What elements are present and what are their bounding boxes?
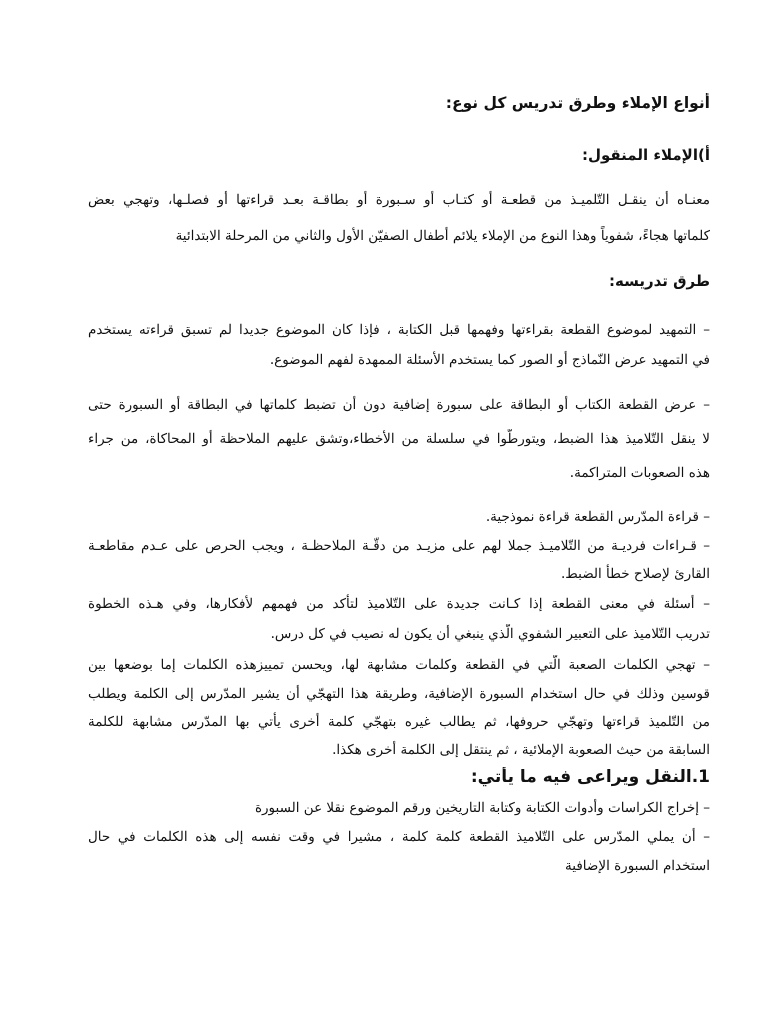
- transfer-step-1-line-1: – إخراج الكراسات وأدوات الكتابة وكتابة التاريخين ورقم الموضوع نقلا عن السبورة: [254, 800, 710, 816]
- transfer-step-2-line-2: استخدام السبورة الإضافية: [565, 858, 710, 874]
- method-2-line-1: – عرض القطعة الكتاب أو البطاقة على سبورة إضافية دون أن تضبط كلماتها في البطاقة أو السبورة حتى: [88, 397, 710, 413]
- definition-line-2: كلماتها هجاءً، شفوياً وهذا النوع من الإملاء يلائم أطفال الصفيّن الأول والثاني من المرحلة الابتدائية: [175, 228, 710, 244]
- transfer-step-2-line-1: – أن يملي المدّرس على التّلاميذ القطعة كلمة كلمة ، مشيرا في وقت نفسه إلى هذه الكلمات في حال: [88, 829, 710, 845]
- method-5-line-2: تدريب التّلاميذ على التعبير الشفوي الّذي ينبغي أن يكون له نصيب في كل درس.: [270, 626, 710, 642]
- method-3-line-1: – قراءة المدّرس القطعة قراءة نموذجية.: [485, 509, 710, 525]
- method-2-line-3: هذه الصعوبات المتراكمة.: [569, 465, 710, 481]
- method-6-line-1: – تهجي الكلمات الصعبة الّتي في القطعة وكلمات مشابهة لها، ويحسن تمييزهذه الكلمات إما بوضعها بين: [88, 657, 710, 673]
- method-6-line-2: قوسين وذلك في حال استخدام السبورة الإضافية، وطريقة هذا التهجّي أن يشير المدّرس إلى الكلمة ويطلب: [88, 686, 710, 702]
- section-heading-transfer: 1.النقل ويراعى فيه ما يأتي:: [470, 767, 710, 787]
- document-page: [88, 0, 710, 1024]
- method-4-line-2: القارئ لإصلاح خطأ الضبط.: [561, 566, 710, 582]
- document-title: أنواع الإملاء وطرق تدريس كل نوع:: [445, 94, 710, 112]
- method-6-line-4: السابقة من حيث الصعوبة الإملائية ، ثم ينتقل إلى الكلمة أخرى هكذا.: [332, 742, 710, 758]
- method-1-line-2: في التمهيد عرض النّماذج أو الصور كما يستخدم الأسئلة الممهدة لفهم الموضوع.: [269, 352, 710, 368]
- method-1-line-1: – التمهيد لموضوع القطعة بقراءتها وفهمها قبل الكتابة ، فإذا كان الموضوع جديدا لم تسبق قراءته يستخدم: [88, 322, 710, 338]
- method-2-line-2: لا ينقل التّلاميذ هذا الضبط، ويتورطّوا في سلسلة من الأخطاء،وتشق عليهم الملاحظة أو المحاكاة، من جراء: [88, 431, 710, 447]
- section-heading-transcribed-dictation: أ)الإملاء المنقول:: [581, 146, 710, 164]
- definition-line-1: معنـاه أن ينقـل التّلميـذ من قطعـة أو كتـاب أو سـبورة أو بطاقـة بعـد قراءتها أو فصلـها، وتهجي بعض: [88, 192, 710, 208]
- method-6-line-3: من التّلميذ قراءتها وتهجّي حروفها، ثم يطالب غيره بتهجّي كلمة أخرى يأتي بها المدّرس مشابهة للكلمة: [88, 714, 710, 730]
- method-5-line-1: – أسئلة في معنى القطعة إذا كـانت جديدة على التّلاميذ لتأكد من فهمهم لأفكارها، وفي هـذه الخطوة: [88, 596, 710, 612]
- section-heading-teaching-methods: طرق تدريسه:: [608, 272, 710, 290]
- method-4-line-1: – قـراءات فرديـة من التّلاميـذ جملا لهم على مزيـد من دقّـة الملاحظـة ، ويجب الحرص على عـدم مقاطعـة: [88, 538, 710, 554]
